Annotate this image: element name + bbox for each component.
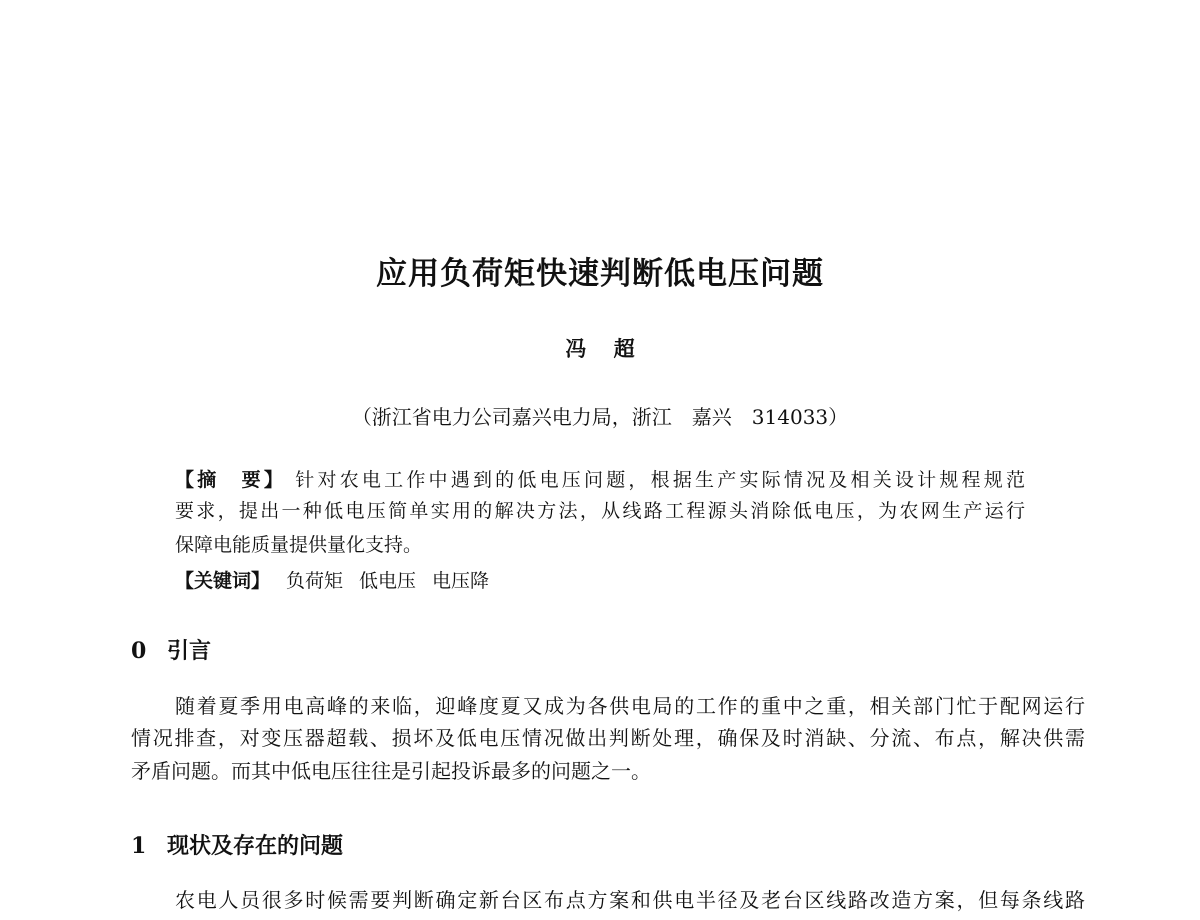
paragraph-line: 农电人员很多时候需要判断确定新台区布点方案和供电半径及老台区线路改造方案，但每条线路: [175, 888, 1085, 912]
keyword: 负荷矩: [286, 570, 344, 592]
affiliation: （浙江省电力公司嘉兴电力局，浙江 嘉兴 314033）: [351, 405, 849, 429]
keyword: 低电压: [359, 570, 417, 592]
paper-title: 应用负荷矩快速判断低电压问题: [376, 256, 824, 292]
abstract-line: 要求，提出一种低电压简单实用的解决方法，从线路工程源头消除低电压，为农网生产运行: [175, 500, 1025, 522]
paragraph-line: 矛盾问题。而其中低电压往往是引起投诉最多的问题之一。: [131, 759, 651, 783]
abstract-label: 【摘 要】: [175, 469, 287, 491]
keywords-label: 【关键词】: [175, 570, 271, 592]
keywords: [175, 566, 505, 593]
author: 冯 超: [565, 336, 635, 361]
abstract-line: 【摘 要】 针对农电工作中遇到的低电压问题，根据生产实际情况及相关设计规程规范: [175, 469, 1025, 491]
abstract-line: 保障电能质量提供量化支持。: [175, 534, 423, 556]
section-heading: 1 现状及存在的问题: [131, 833, 344, 859]
paragraph-line: 情况排查，对变压器超载、损坏及低电压情况做出判断处理，确保及时消缺、分流、布点，解决供需: [131, 726, 1085, 750]
paragraph-line: 随着夏季用电高峰的来临，迎峰度夏又成为各供电局的工作的重中之重，相关部门忙于配网运行: [175, 694, 1085, 718]
section-heading: 0 引言: [131, 638, 212, 664]
keyword: 电压降: [432, 570, 490, 592]
